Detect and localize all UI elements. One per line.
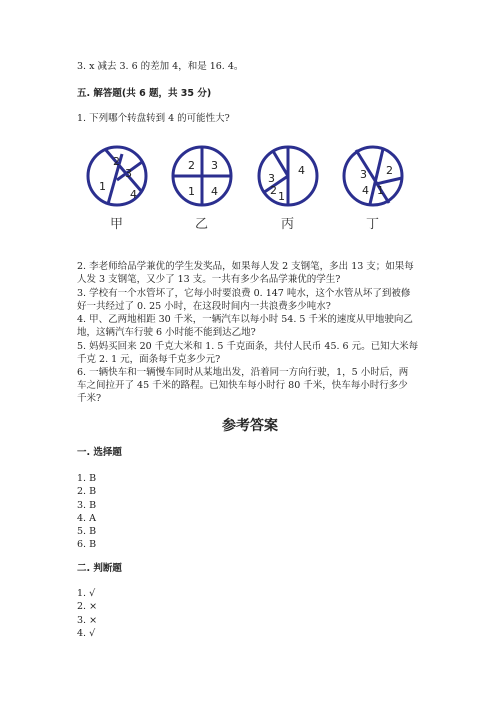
dial-yi — [173, 147, 231, 205]
question-3-line: 3. x 减去 3. 6 的差加 4，和是 16. 4。 — [77, 61, 244, 72]
answer-item: 4. √ — [77, 627, 96, 639]
section-5-heading: 五. 解答题(共 6 题，共 35 分) — [77, 88, 212, 99]
spinner-dials-figure — [80, 140, 420, 212]
answers-choice-heading: 一. 选择题 — [77, 447, 122, 458]
answers-choice-list — [77, 472, 96, 552]
dial-yi-label: 乙 — [195, 217, 209, 232]
answer-key-title: 参考答案 — [222, 418, 278, 434]
answer-item: 3. × — [77, 614, 98, 626]
answer-item: 2. × — [77, 601, 98, 613]
dial-bing-number: 3 — [268, 172, 275, 185]
dial-ding — [344, 147, 402, 205]
question-5-line-1: 5. 妈妈买回来 20 千克大米和 1. 5 千克面条，共付人民币 45. 6 元。已知大米每 — [77, 341, 419, 352]
question-1-text: 1. 下列哪个转盘转到 4 的可能性大? — [77, 113, 230, 124]
question-2-line-1: 2. 李老师给品学兼优的学生发奖品，如果每人发 2 支钢笔，多出 13 支；如果每 — [77, 261, 414, 272]
answer-item: 5. B — [77, 526, 97, 538]
dial-ding-number: 1 — [377, 184, 384, 197]
question-6-line-3: 千米? — [77, 393, 102, 404]
dial-ding-number: 3 — [360, 168, 367, 181]
dial-yi-number: 2 — [188, 159, 195, 172]
question-2-line-2: 人发 3 支钢笔，又少了 13 支。一共有多少名品学兼优的学生? — [77, 274, 341, 285]
dial-jia-number: 4 — [130, 188, 137, 201]
dial-jia-number: 1 — [99, 180, 106, 193]
answers-judge-heading: 二. 判断题 — [77, 563, 122, 574]
dial-ding-number: 4 — [362, 184, 369, 197]
dial-jia-number: 3 — [125, 167, 132, 180]
dial-bing-number: 1 — [278, 190, 285, 203]
dial-ding-number: 2 — [386, 164, 393, 177]
dial-yi-number: 4 — [211, 185, 218, 198]
question-3-line-2: 好一共经过了 0. 25 小时，在这段时间内一共浪费多少吨水? — [77, 301, 331, 312]
answers-judge-list — [77, 587, 97, 640]
dial-yi-number: 1 — [188, 185, 195, 198]
dial-jia-number: 2 — [113, 155, 120, 168]
answer-item: 4. A — [77, 512, 96, 524]
dial-bing-label: 丙 — [281, 217, 295, 232]
dial-jia-label: 甲 — [110, 217, 124, 232]
dial-bing-number: 2 — [270, 184, 277, 197]
question-3-line-1: 3. 学校有一个水管坏了，它每小时要浪费 0. 147 吨水，这个水管从坏了到被修 — [77, 288, 411, 299]
question-6-line-2: 车之间拉开了 45 千米的路程。已知快车每小时行 80 千米，快车每小时行多少 — [77, 380, 408, 391]
answer-item: 1. √ — [77, 588, 96, 599]
answer-item: 6. B — [77, 539, 97, 551]
dial-ding-label: 丁 — [366, 217, 380, 232]
question-4-line-2: 地，这辆汽车行驶 6 小时能不能到达乙地? — [77, 327, 256, 338]
answer-item: 1. B — [77, 473, 97, 484]
dial-yi-number: 3 — [211, 159, 218, 172]
answer-item: 3. B — [77, 499, 97, 511]
question-5-line-2: 千克 2. 1 元，面条每千克多少元? — [77, 354, 221, 365]
dial-bing-number: 4 — [298, 164, 305, 177]
answer-item: 2. B — [77, 486, 97, 498]
question-6-line-1: 6. 一辆快车和一辆慢车同时从某地出发，沿着同一方向行驶，1，5 小时后，两 — [77, 367, 409, 378]
question-4-line-1: 4. 甲、乙两地相距 30 千米，一辆汽车以每小时 54. 5 千米的速度从甲地驶向乙 — [77, 314, 413, 325]
